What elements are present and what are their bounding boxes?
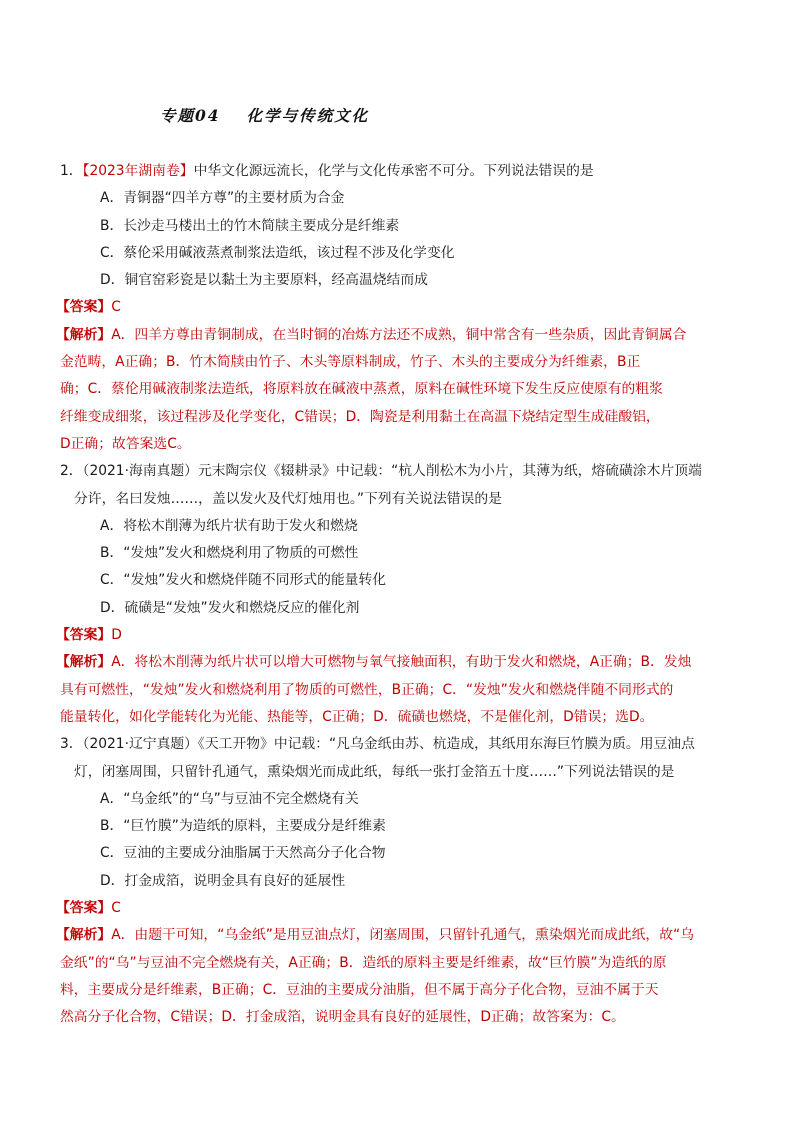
- question-list: [56, 158, 740, 1032]
- option-b: B．“巨竹膜”为造纸的原料，主要成分是纤维素: [100, 818, 386, 835]
- question-text: 中华文化源远流长，化学与文化传承密不可分。下列说法错误的是: [193, 163, 594, 179]
- explanation-line: A．由题干可知，“乌金纸”是用豆油点灯，闭塞周围，只留针孔通气，熏染烟光而成此纸，故“乌: [111, 927, 694, 944]
- question-stem: [60, 158, 740, 185]
- answer-value: D: [111, 627, 122, 644]
- answer-line: [56, 294, 740, 321]
- answer-tag: 【答案】: [56, 627, 112, 644]
- answer-line: [56, 895, 740, 922]
- question-3: [56, 731, 740, 1031]
- explanation-tag: 【解析】: [56, 927, 112, 944]
- question-2: [56, 458, 740, 731]
- explanation-line: A．将松木削薄为纸片状可以增大可燃物与氧气接触面积，有助于发火和燃烧，A正确；B．发烛: [111, 654, 692, 671]
- question-stem: [60, 731, 740, 758]
- explanation-line: D正确；故答案选C。: [60, 435, 191, 452]
- option-d: D．打金成箔，说明金具有良好的延展性: [100, 872, 346, 889]
- explanation: [56, 322, 740, 458]
- question-text-cont: 分许，名曰发烛……，盖以发火及代灯烛用也。”下列有关说法错误的是: [74, 490, 502, 507]
- title-topic-number: 专题04: [160, 106, 221, 125]
- explanation-line: 纤维变成细浆，该过程涉及化学变化，C错误；D．陶瓷是利用黏土在高温下烧结定型生成硅酸铝，: [60, 408, 660, 425]
- explanation-line: 然高分子化合物，C错误；D．打金成箔，说明金具有良好的延展性，D正确；故答案为：C。: [60, 1009, 625, 1026]
- question-stem: [60, 458, 740, 485]
- explanation-line: 料，主要成分是纤维素，B正确；C．豆油的主要成分油脂，但不属于高分子化合物，豆油不属于天: [60, 981, 659, 998]
- answer-tag: 【答案】: [56, 900, 112, 917]
- explanation-tag: 【解析】: [56, 654, 112, 671]
- option-c: C．“发烛”发火和燃烧伴随不同形式的能量转化: [100, 572, 387, 589]
- option-a: A．“乌金纸”的“乌”与豆油不完全燃烧有关: [100, 790, 359, 807]
- option-d: D．硫磺是“发烛”发火和燃烧反应的催化剂: [100, 599, 360, 616]
- explanation: [56, 922, 740, 1031]
- option-d: D．铜官窑彩瓷是以黏土为主要原料，经高温烧结而成: [100, 272, 428, 289]
- question-number: 2．: [60, 463, 83, 480]
- explanation-tag: 【解析】: [56, 326, 112, 343]
- explanation-line: 能量转化，如化学能转化为光能、热能等，C正确；D．硫磺也燃烧，不是催化剂，D错误；选D。: [60, 708, 654, 725]
- option-a: A．将松木削薄为纸片状有助于发火和燃烧: [100, 517, 358, 534]
- question-number: 1．: [60, 163, 83, 179]
- explanation-line: 金范畴，A正确；B．竹木简牍由竹子、木头等原料制成，竹子、木头的主要成分为纤维素，B正: [60, 354, 641, 371]
- answer-value: C: [111, 900, 121, 917]
- explanation-line: 具有可燃性，“发烛”发火和燃烧利用了物质的可燃性，B正确；C．“发烛”发火和燃烧伴随不同形式的: [60, 681, 674, 698]
- question-source: 【2023年湖南卷】: [82, 163, 194, 179]
- explanation-line: A．四羊方尊由青铜制成，在当时铜的冶炼方法还不成熟，铜中常含有一些杂质，因此青铜属合: [111, 326, 687, 343]
- option-c: C．蔡伦采用碱液蒸煮制浆法造纸，该过程不涉及化学变化: [100, 244, 455, 261]
- explanation: [56, 649, 740, 731]
- title-topic-name: 化学与传统文化: [246, 106, 370, 125]
- option-c: C．豆油的主要成分油脂属于天然高分子化合物: [100, 845, 386, 862]
- option-b: B．“发烛”发火和燃烧利用了物质的可燃性: [100, 545, 359, 562]
- explanation-line: 金纸”的“乌”与豆油不完全燃烧有关，A正确；B．造纸的原料主要是纤维素，故“巨竹膜”为造纸的原: [60, 954, 667, 971]
- answer-line: [56, 622, 740, 649]
- question-text: （2021·海南真题）元末陶宗仪《辍耕录》中记载：“杭人削松木为小片，其薄为纸，熔硫磺涂木片顶端: [82, 463, 702, 480]
- option-a: A．青铜器“四羊方尊”的主要材质为合金: [100, 190, 345, 207]
- answer-value: C: [111, 299, 121, 316]
- question-number: 3．: [60, 736, 83, 753]
- explanation-line: 确；C．蔡伦用碱液制浆法造纸，将原料放在碱液中蒸煮，原料在碱性环境下发生反应使原有的粗浆: [60, 381, 663, 398]
- option-b: B．长沙走马楼出土的竹木简牍主要成分是纤维素: [100, 217, 400, 234]
- answer-tag: 【答案】: [56, 299, 112, 316]
- page-title: [160, 104, 369, 126]
- question-1: [56, 158, 740, 458]
- question-text-cont: 灯，闭塞周围，只留针孔通气，熏染烟光而成此纸，每纸一张打金箔五十度……”下列说法错误的是: [74, 763, 675, 780]
- question-text: （2021·辽宁真题）《天工开物》中记载：“凡乌金纸由苏、杭造成，其纸用东海巨竹膜为质。用豆油点: [82, 736, 695, 753]
